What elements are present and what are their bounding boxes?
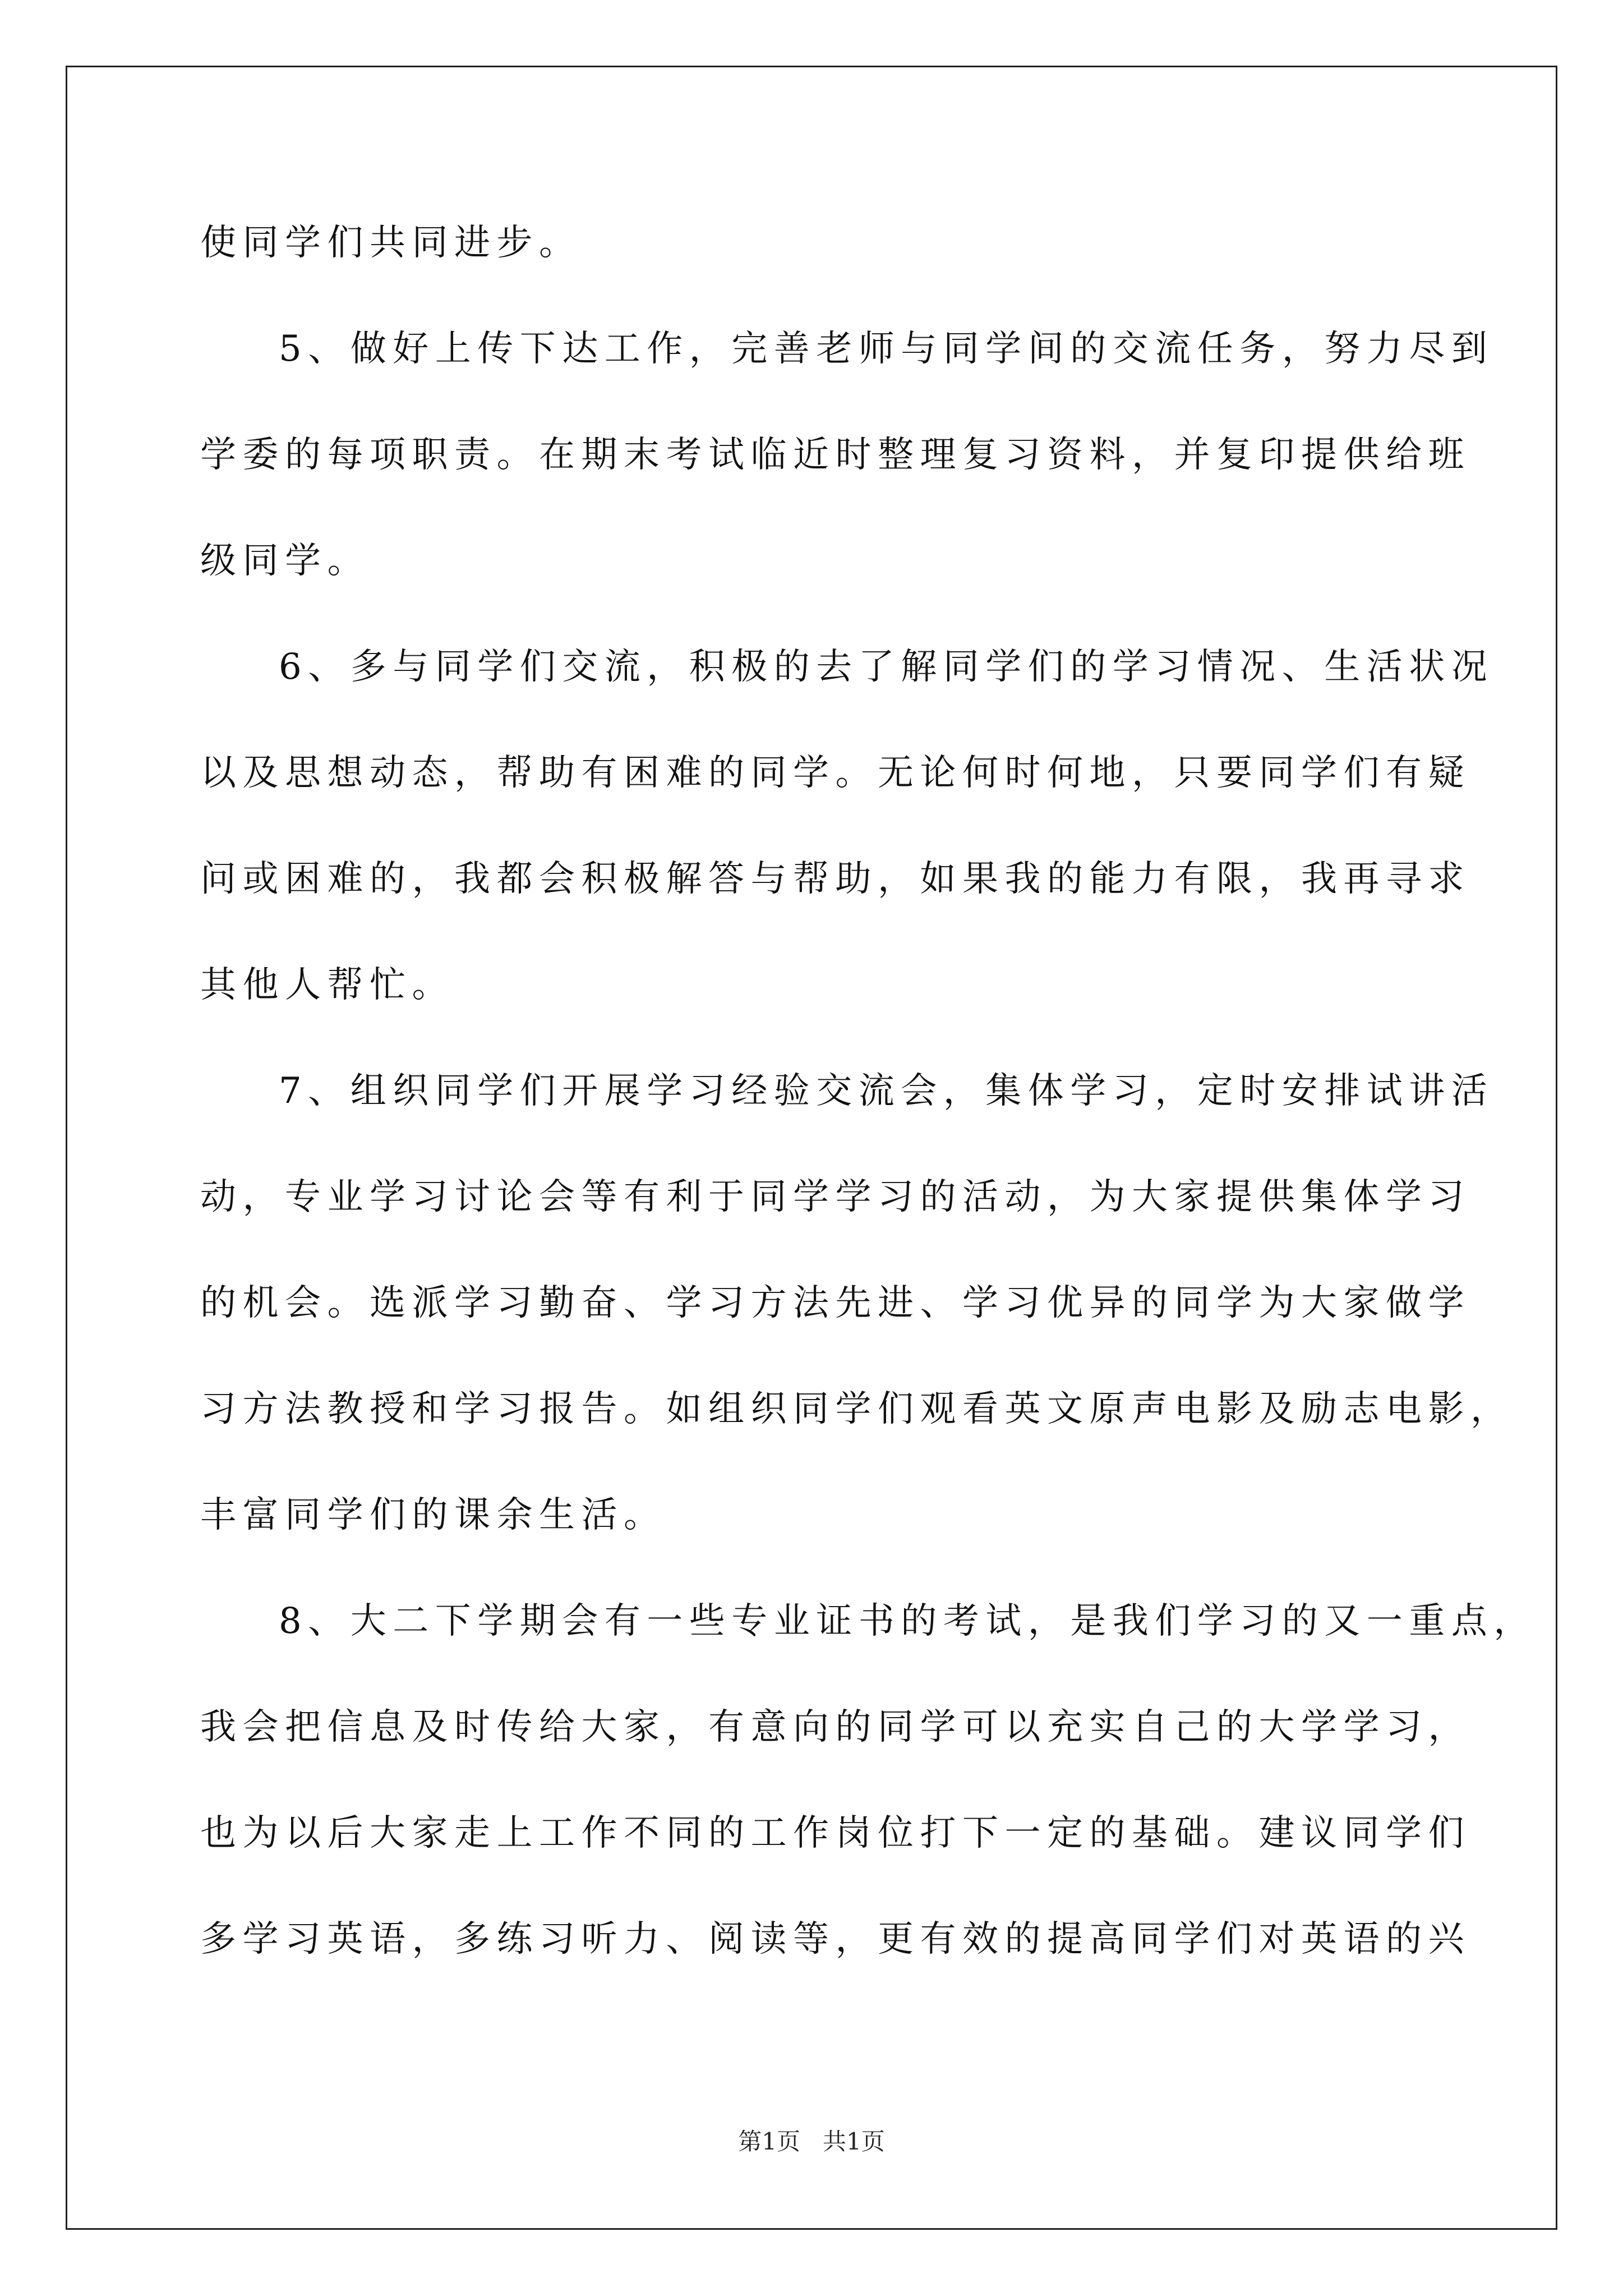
document-body <box>200 212 1536 2014</box>
text-line: 多学习英语，多练习听力、阅读等，更有效的提高同学们对英语的兴 <box>200 1918 1470 1960</box>
text-line: 7、组织同学们开展学习经验交流会，集体学习，定时安排试讲活 <box>279 1070 1494 1112</box>
text-line: 5、做好上传下达工作，完善老师与同学间的交流任务，努力尽到 <box>279 328 1494 370</box>
page-number: 第1页 <box>738 2128 800 2155</box>
text-line: 也为以后大家走上工作不同的工作岗位打下一定的基础。建议同学们 <box>200 1812 1470 1854</box>
text-line: 以及思想动态，帮助有困难的同学。无论何时何地，只要同学们有疑 <box>200 752 1470 794</box>
text-line: 问或困难的，我都会积极解答与帮助，如果我的能力有限，我再寻求 <box>200 858 1470 900</box>
text-line: 使同学们共同进步。 <box>200 222 582 264</box>
text-line: 8、大二下学期会有一些专业证书的考试，是我们学习的又一重点， <box>279 1600 1536 1642</box>
page-footer <box>0 2125 1623 2159</box>
text-line: 6、多与同学们交流，积极的去了解同学们的学习情况、生活状况 <box>279 646 1494 688</box>
text-line: 其他人帮忙。 <box>200 964 454 1006</box>
page-total: 共1页 <box>823 2128 885 2155</box>
text-line: 级同学。 <box>200 540 370 582</box>
text-line: 丰富同学们的课余生活。 <box>200 1494 666 1536</box>
text-line: 的机会。选派学习勤奋、学习方法先进、学习优异的同学为大家做学 <box>200 1282 1470 1324</box>
text-line: 习方法教授和学习报告。如组织同学们观看英文原声电影及励志电影， <box>200 1388 1513 1430</box>
text-line: 动，专业学习讨论会等有利于同学学习的活动，为大家提供集体学习 <box>200 1176 1470 1218</box>
text-line: 我会把信息及时传给大家，有意向的同学可以充实自己的大学学习， <box>200 1706 1470 1748</box>
text-line: 学委的每项职责。在期末考试临近时整理复习资料，并复印提供给班 <box>200 434 1470 476</box>
